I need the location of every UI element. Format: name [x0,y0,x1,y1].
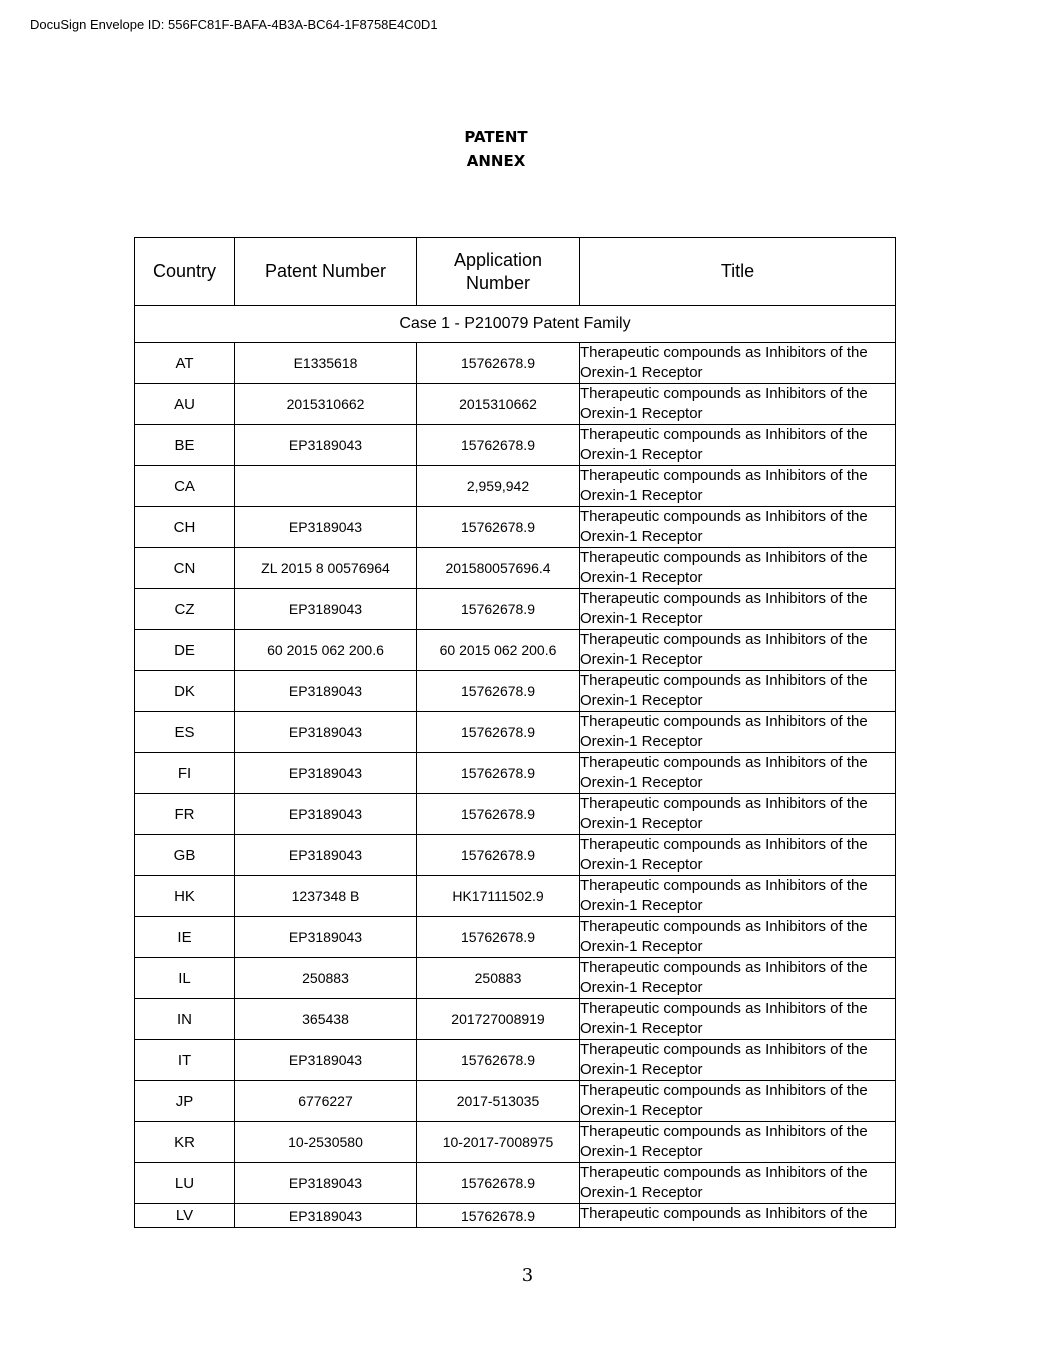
patent-number-cell: EP3189043 [235,835,417,876]
title-cell: Therapeutic compounds as Inhibitors of the Orexin-1 Receptor [580,1081,896,1122]
title-cell: Therapeutic compounds as Inhibitors of the Orexin-1 Receptor [580,384,896,425]
table-row [135,466,896,507]
table-row [135,1163,896,1204]
country-cell: HK [135,876,235,917]
country-cell: CN [135,548,235,589]
application-number-cell: 15762678.9 [417,835,580,876]
header-country: Country [135,238,235,306]
envelope-id: DocuSign Envelope ID: 556FC81F-BAFA-4B3A-BC64-1F8758E4C0D1 [30,17,438,32]
application-number-cell: 15762678.9 [417,712,580,753]
patent-number-cell: E1335618 [235,343,417,384]
patent-number-cell: 250883 [235,958,417,999]
page-number: 3 [521,1265,534,1286]
country-cell: CZ [135,589,235,630]
application-number-cell: 2015310662 [417,384,580,425]
table-row [135,671,896,712]
application-number-cell: 2017-513035 [417,1081,580,1122]
country-cell: BE [135,425,235,466]
application-number-cell: 15762678.9 [417,589,580,630]
patent-number-cell: 60 2015 062 200.6 [235,630,417,671]
patent-number-cell: EP3189043 [235,507,417,548]
title-cell: Therapeutic compounds as Inhibitors of the Orexin-1 Receptor [580,589,896,630]
table-row [135,425,896,466]
application-number-cell: 60 2015 062 200.6 [417,630,580,671]
table-row [135,835,896,876]
country-cell: DE [135,630,235,671]
title-cell: Therapeutic compounds as Inhibitors of the Orexin-1 Receptor [580,753,896,794]
title-cell: Therapeutic compounds as Inhibitors of the Orexin-1 Receptor [580,466,896,507]
table-row [135,876,896,917]
title-cell: Therapeutic compounds as Inhibitors of the Orexin-1 Receptor [580,794,896,835]
application-number-cell: 15762678.9 [417,507,580,548]
application-number-cell: 15762678.9 [417,794,580,835]
title-cell: Therapeutic compounds as Inhibitors of the Orexin-1 Receptor [580,999,896,1040]
patent-number-cell: EP3189043 [235,1204,417,1228]
patent-number-cell: 10-2530580 [235,1122,417,1163]
table-row [135,589,896,630]
application-number-cell: 2,959,942 [417,466,580,507]
application-number-cell: 15762678.9 [417,753,580,794]
country-cell: FR [135,794,235,835]
table-row [135,384,896,425]
country-cell: CH [135,507,235,548]
patent-number-cell: EP3189043 [235,712,417,753]
patent-table [134,237,896,1228]
title-line-1: PATENT [464,128,528,146]
title-line-2: ANNEX [466,152,526,170]
application-number-cell: 10-2017-7008975 [417,1122,580,1163]
patent-number-cell: EP3189043 [235,671,417,712]
country-cell: AU [135,384,235,425]
table-row [135,1081,896,1122]
table-row [135,1122,896,1163]
header-application-number-label: Application Number [453,249,543,293]
application-number-cell: HK17111502.9 [417,876,580,917]
country-cell: GB [135,835,235,876]
table-row [135,1040,896,1081]
country-cell: DK [135,671,235,712]
title-cell: Therapeutic compounds as Inhibitors of the Orexin-1 Receptor [580,1122,896,1163]
title-cell: Therapeutic compounds as Inhibitors of the Orexin-1 Receptor [580,630,896,671]
title-cell: Therapeutic compounds as Inhibitors of the Orexin-1 Receptor [580,835,896,876]
title-cell: Therapeutic compounds as Inhibitors of the Orexin-1 Receptor [580,1163,896,1204]
country-cell: IE [135,917,235,958]
table-row [135,712,896,753]
country-cell: IT [135,1040,235,1081]
patent-number-cell [235,466,417,507]
application-number-cell: 15762678.9 [417,1204,580,1228]
table-row [135,507,896,548]
country-cell: IN [135,999,235,1040]
case-row [135,306,896,343]
patent-number-cell: EP3189043 [235,589,417,630]
country-cell: KR [135,1122,235,1163]
title-cell: Therapeutic compounds as Inhibitors of the Orexin-1 Receptor [580,343,896,384]
table-row [135,630,896,671]
header-application-number [417,238,580,306]
patent-number-cell: ZL 2015 8 00576964 [235,548,417,589]
application-number-cell: 15762678.9 [417,425,580,466]
application-number-cell: 201727008919 [417,999,580,1040]
title-cell: Therapeutic compounds as Inhibitors of the Orexin-1 Receptor [580,507,896,548]
application-number-cell: 15762678.9 [417,1040,580,1081]
country-cell: CA [135,466,235,507]
title-cell: Therapeutic compounds as Inhibitors of the Orexin-1 Receptor [580,876,896,917]
country-cell: ES [135,712,235,753]
country-cell: IL [135,958,235,999]
patent-number-cell: EP3189043 [235,425,417,466]
application-number-cell: 15762678.9 [417,917,580,958]
page-title [0,125,992,173]
patent-number-cell: EP3189043 [235,917,417,958]
title-cell: Therapeutic compounds as Inhibitors of the Orexin-1 Receptor [580,958,896,999]
patent-number-cell: 2015310662 [235,384,417,425]
table-row [135,1204,896,1228]
table-row [135,794,896,835]
header-row [135,238,896,306]
patent-number-cell: EP3189043 [235,1163,417,1204]
patent-number-cell: EP3189043 [235,1040,417,1081]
header-patent-number: Patent Number [235,238,417,306]
table-row [135,343,896,384]
title-cell: Therapeutic compounds as Inhibitors of the [580,1204,896,1228]
title-cell: Therapeutic compounds as Inhibitors of the Orexin-1 Receptor [580,1040,896,1081]
patent-number-cell: EP3189043 [235,794,417,835]
application-number-cell: 201580057696.4 [417,548,580,589]
table-row [135,999,896,1040]
country-cell: FI [135,753,235,794]
application-number-cell: 15762678.9 [417,671,580,712]
title-cell: Therapeutic compounds as Inhibitors of the Orexin-1 Receptor [580,425,896,466]
case-label: Case 1 - P210079 Patent Family [135,306,896,343]
patent-number-cell: EP3189043 [235,753,417,794]
title-cell: Therapeutic compounds as Inhibitors of the Orexin-1 Receptor [580,712,896,753]
application-number-cell: 250883 [417,958,580,999]
country-cell: LV [135,1204,235,1228]
country-cell: LU [135,1163,235,1204]
application-number-cell: 15762678.9 [417,1163,580,1204]
title-cell: Therapeutic compounds as Inhibitors of the Orexin-1 Receptor [580,671,896,712]
table-row [135,753,896,794]
table-row [135,958,896,999]
header-title: Title [580,238,896,306]
title-cell: Therapeutic compounds as Inhibitors of the Orexin-1 Receptor [580,548,896,589]
title-cell: Therapeutic compounds as Inhibitors of the Orexin-1 Receptor [580,917,896,958]
country-cell: JP [135,1081,235,1122]
country-cell: AT [135,343,235,384]
table-row [135,548,896,589]
table-row [135,917,896,958]
patent-number-cell: 1237348 B [235,876,417,917]
patent-number-cell: 365438 [235,999,417,1040]
application-number-cell: 15762678.9 [417,343,580,384]
patent-number-cell: 6776227 [235,1081,417,1122]
